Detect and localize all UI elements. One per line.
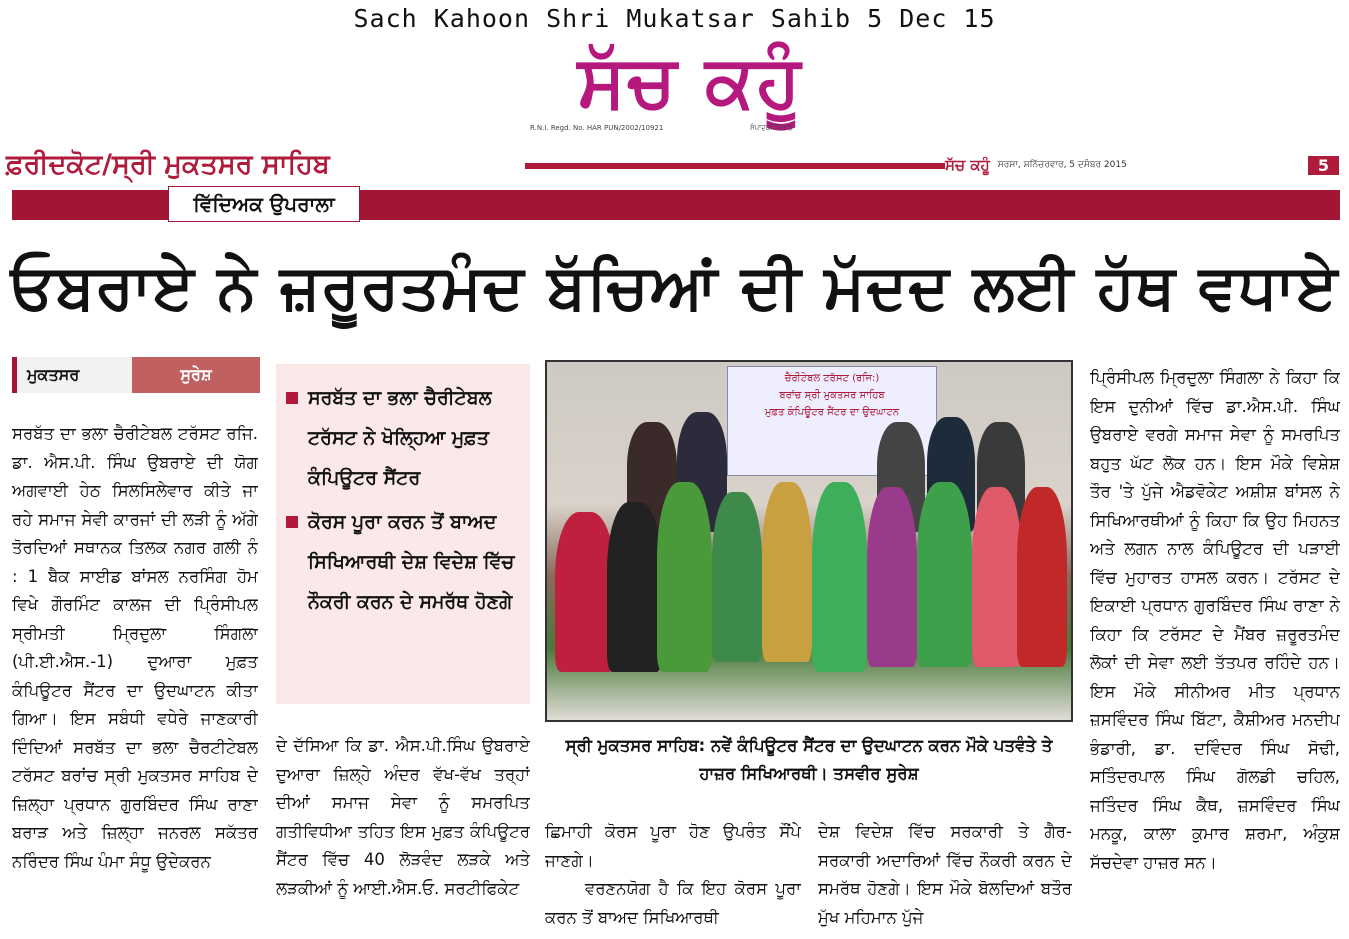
column-4-text: ਦੇਸ਼ ਵਿਦੇਸ਼ ਵਿੱਚ ਸਰਕਾਰੀ ਤੇ ਗੈਰ-ਸਰਕਾਰੀ ਅਦਾਰਿਆਂ ਵਿੱਚ ਨੌਕਰੀ ਕਰਨ ਦੇ ਸਮਰੱਥ ਹੋਣਗੇ। ਇਸ ਮੌਕੇ ਬੋਲਦਿਆਂ ਬਤੌਰ ਮੁੱਖ ਮਹਿਮਾਨ ਪੁੱਜੇ	[818, 822, 1072, 927]
column-5-text: ਪ੍ਰਿੰਸੀਪਲ ਮ੍ਰਿਦੁਲਾ ਸਿੰਗਲਾ ਨੇ ਕਿਹਾ ਕਿ ਇਸ ਦੁਨੀਆਂ ਵਿੱਚ ਡਾ.ਐਸ.ਪੀ. ਸਿੰਘ ਉਬਰਾਏ ਵਰਗੇ ਸਮਾਜ ਸੇਵਾ ਨੂੰ ਸਮਰਪਿਤ ਬਹੁਤ ਘੱਟ ਲੋਕ ਹਨ। ਇਸ ਮੌਕੇ ਵਿਸ਼ੇਸ਼ ਤੌਰ 'ਤੇ ਪੁੱਜੇ ਐਡਵੋਕੇਟ ਅਸ਼ੀਸ਼ ਬਾਂਸਲ ਨੇ ਸਿਖਿਆਰਥੀਆਂ ਨੂੰ ਕਿਹਾ ਕਿ ਉਹ ਮਿਹਨਤ ਅਤੇ ਲਗਨ ਨਾਲ ਕੰਪਿਊਟਰ ਦੀ ਪੜਾਈ ਵਿੱਚ ਮੁਹਾਰਤ ਹਾਸਲ ਕਰਨ। ਟਰੱਸਟ ਦੇ ਇਕਾਈ ਪ੍ਰਧਾਨ ਗੁਰਬਿੰਦਰ ਸਿੰਘ ਰਾਣਾ ਨੇ ਕਿਹਾ ਕਿ ਟਰੱਸਟ ਦੇ ਮੈਂਬਰ ਜ਼ਰੂਰਤਮੰਦ ਲੋਕਾਂ ਦੀ ਸੇਵਾ ਲਈ ਤੱਤਪਰ ਰਹਿੰਦੇ ਹਨ। ਇਸ ਮੌਕੇ ਸੀਨੀਅਰ ਮੀਤ ਪ੍ਰਧਾਨ ਜ਼ਸਵਿੰਦਰ ਸਿੰਘ ਬਿੱਟਾ, ਕੈਸ਼ੀਅਰ ਮਨਦੀਪ ਭੰਡਾਰੀ, ਡਾ. ਦਵਿੰਦਰ ਸਿੰਘ ਸੋਢੀ, ਸਤਿੰਦਰਪਾਲ ਸਿੰਘ ਗੋਲਡੀ ਚਹਿਲ, ਜਤਿੰਦਰ ਸਿੰਘ ਕੈਥ, ਜ਼ਸਵਿੰਦਰ ਸਿੰਘ ਮਨਕੂ, ਕਾਲਾ ਕੁਮਾਰ ਸ਼ਰਮਾ, ਅੰਕੁਸ਼ ਸੱਚਦੇਵਾ ਹਾਜ਼ਰ ਸਨ।	[1090, 368, 1340, 872]
article-column-1	[12, 420, 258, 932]
column-3b-text: ਵਰਣਨਯੋਗ ਹੈ ਕਿ ਇਹ ਕੋਰਸ ਪੂਰਾ ਕਰਨ ਤੋਂ ਬਾਅਦ ਸਿਖਿਆਰਥੀ	[545, 879, 801, 927]
person-figure	[762, 482, 812, 662]
edition-rule	[525, 163, 945, 169]
person-figure	[555, 512, 615, 672]
person-figure	[657, 482, 712, 672]
article-column-4	[818, 818, 1072, 932]
edition-meta	[945, 152, 1349, 178]
banner-line-3: ਮੁਫ਼ਤ ਕੰਪਿਊਟਰ ਸੈਂਟਰ ਦਾ ਉਦਘਾਟਨ	[764, 407, 900, 418]
bullet-icon	[286, 392, 298, 404]
photo-caption: ਸ੍ਰੀ ਮੁਕਤਸਰ ਸਾਹਿਬ: ਨਵੇਂ ਕੰਪਿਊਟਰ ਸੈਂਟਰ ਦਾ ਉਦਘਾਟਨ ਕਰਨ ਮੌਕੇ ਪਤਵੰਤੇ ਤੇ ਹਾਜ਼ਰ ਸਿਖਿਆਰਥੀ। ਤਸਵੀਰ ਸੁਰੇਸ਼	[565, 736, 1053, 783]
headline: ਓਬਰਾਏ ਨੇ ਜ਼ਰੂਰਤਮੰਦ ਬੱਚਿਆਂ ਦੀ ਮੱਦਦ ਲਈ ਹੱਥ ਵਧਾਏ	[10, 250, 1339, 323]
byline-reporter: ਸੁਰੇਸ਼	[132, 357, 260, 393]
article-column-5	[1090, 364, 1340, 932]
byline-place: ਮੁਕਤਸਰ	[12, 357, 132, 393]
edition-bar	[0, 150, 1349, 180]
highlights-box	[276, 364, 530, 704]
edition-date: ਸਰਸਾ, ਸ਼ਨਿੱਚਰਵਾਰ, 5 ਦਸੰਬਰ 2015	[997, 160, 1127, 170]
person-figure	[917, 482, 972, 667]
highlight-text: ਕੋਰਸ ਪੂਰਾ ਕਰਨ ਤੋਂ ਬਾਅਦ ਸਿਖਿਆਰਥੀ ਦੇਸ਼ ਵਿਦੇਸ਼ ਵਿੱਚ ਨੌਕਰੀ ਕਰਨ ਦੇ ਸਮਰੱਥ ਹੋਣਗੇ	[308, 511, 515, 613]
person-figure	[812, 482, 867, 672]
edition-name: ਫ਼ਰੀਦਕੋਟ/ਸ੍ਰੀ ਮੁਕਤਸਰ ਸਾਹਿਬ	[0, 150, 525, 180]
person-figure	[867, 487, 917, 667]
highlight-item	[286, 378, 520, 498]
section-tab: ਵਿੱਦਿਅਕ ਉਪਰਾਲਾ	[168, 186, 360, 222]
column-1-text: ਸਰਬੱਤ ਦਾ ਭਲਾ ਚੈਰੀਟੇਬਲ ਟਰੱਸਟ ਰਜਿ. ਡਾ. ਐਸ.ਪੀ. ਸਿੰਘ ਉਬਰਾਏ ਦੀ ਯੋਗ ਅਗਵਾਈ ਹੇਠ ਸਿਲਸਿਲੇਵਾਰ ਕੀਤੇ ਜਾ ਰਹੇ ਸਮਾਜ ਸੇਵੀ ਕਾਰਜਾਂ ਦੀ ਲੜੀ ਨੂੰ ਅੱਗੇ ਤੋਰਦਿਆਂ ਸਥਾਨਕ ਤਿਲਕ ਨਗਰ ਗਲੀ ਨੰ : 1 ਬੈਕ ਸਾਈਡ ਬਾਂਸਲ ਨਰਸਿੰਗ ਹੋਮ ਵਿਖੇ ਗੌਰਮਿੰਟ ਕਾਲਜ ਦੀ ਪ੍ਰਿੰਸੀਪਲ ਸ੍ਰੀਮਤੀ ਮ੍ਰਿਦੁਲਾ ਸਿੰਗਲਾ (ਪੀ.ਈ.ਐਸ.-1) ਦੁਆਰਾ ਮੁਫ਼ਤ ਕੰਪਿਊਟਰ ਸੈਂਟਰ ਦਾ ਉਦਘਾਟਨ ਕੀਤਾ ਗਿਆ। ਇਸ ਸਬੰਧੀ ਵਧੇਰੇ ਜਾਣਕਾਰੀ ਦਿੰਦਿਆਂ ਸਰਬੱਤ ਦਾ ਭਲਾ ਚੈਰਟੀਟੇਬਲ ਟਰੱਸਟ ਬਰਾਂਚ ਸ੍ਰੀ ਮੁਕਤਸਰ ਸਾਹਿਬ ਦੇ ਜ਼ਿਲ੍ਹਾ ਪ੍ਰਧਾਨ ਗੁਰਬਿੰਦਰ ਸਿੰਘ ਰਾਣਾ ਬਰਾੜ ਅਤੇ ਜ਼ਿਲ੍ਹਾ ਜਨਰਲ ਸਕੱਤਰ ਨਰਿੰਦਰ ਸਿੰਘ ਪੰਮਾ ਸੰਧੂ ਉਦੇਕਰਨ	[12, 424, 258, 871]
bullet-icon	[286, 516, 298, 528]
news-photo	[545, 360, 1073, 722]
highlight-item	[286, 502, 520, 622]
article-column-2	[276, 732, 530, 932]
page-number: 5	[1308, 156, 1339, 175]
highlight-text: ਸਰਬੱਤ ਦਾ ਭਲਾ ਚੈਰੀਟੇਬਲ ਟਰੱਸਟ ਨੇ ਖੋਲ੍ਹਿਆ ਮੁਫ਼ਤ ਕੰਪਿਊਟਰ ਸੈਂਟਰ	[308, 387, 492, 489]
person-figure	[607, 502, 662, 672]
byline	[12, 357, 260, 393]
person-figure	[1017, 487, 1067, 667]
masthead-regd: R.N.I. Regd. No. HAR PUN/2002/10921	[530, 124, 664, 132]
person-figure	[712, 492, 762, 662]
banner-line-1: ਚੈਰੀਟੇਬਲ ਟਰੱਸਟ (ਰਜਿ:)	[784, 373, 880, 384]
column-3a-text: ਛਿਮਾਹੀ ਕੋਰਸ ਪੂਰਾ ਹੋਣ ਉਪਰੰਤ ਸੌਂਪੇ ਜਾਣਗੇ।	[545, 822, 801, 870]
edition-brand: ਸੱਚ ਕਹੂੰ	[945, 156, 990, 174]
scan-caption: Sach Kahoon Shri Mukatsar Sahib 5 Dec 15	[353, 4, 996, 33]
person-figure	[972, 487, 1022, 667]
newspaper-masthead: ਸੱਚ ਕਹੂੰ	[577, 39, 803, 123]
banner-line-2: ਬਰਾਂਚ ਸ੍ਰੀ ਮੁਕਤਸਰ ਸਾਹਿਬ	[779, 390, 885, 401]
column-2-text: ਦੇ ਦੱਸਿਆ ਕਿ ਡਾ. ਐਸ.ਪੀ.ਸਿੰਘ ਉਬਰਾਏ ਦੁਆਰਾ ਜ਼ਿਲ੍ਹੇ ਅੰਦਰ ਵੱਖ-ਵੱਖ ਤਰ੍ਹਾਂ ਦੀਆਂ ਸਮਾਜ ਸੇਵਾ ਨੂੰ ਸਮਰਪਿਤ ਗਤੀਵਿਧੀਆ ਤਹਿਤ ਇਸ ਮੁਫ਼ਤ ਕੰਪਿਊਟਰ ਸੈਂਟਰ ਵਿੱਚ 40 ਲੋੜਵੰਦ ਲੜਕੇ ਅਤੇ ਲੜਕੀਆਂ ਨੂੰ ਆਈ.ਐਸ.ਓ. ਸਰਟੀਫਿਕੇਟ	[276, 736, 530, 898]
masthead-info: ਸੰਪਾਦਕੀ ਵਿਭਾਗ	[750, 124, 793, 132]
article-column-3	[545, 818, 801, 932]
